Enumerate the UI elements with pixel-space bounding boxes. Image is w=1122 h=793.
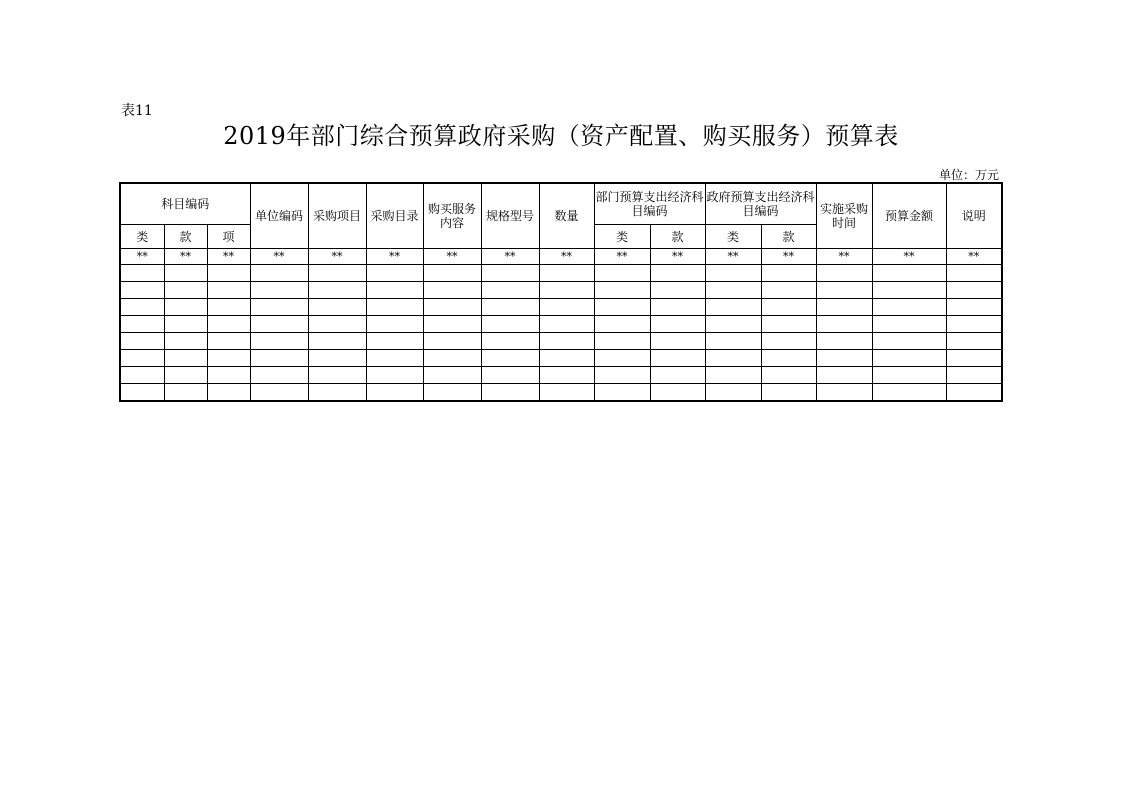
table-cell <box>366 282 423 299</box>
table-cell <box>250 316 308 333</box>
table-cell <box>650 265 705 282</box>
table-cell <box>207 384 250 402</box>
header-gov-kuan: 款 <box>761 225 816 249</box>
table-cell <box>423 299 481 316</box>
table-cell: ** <box>705 249 761 265</box>
table-cell <box>120 350 164 367</box>
table-cell <box>308 350 366 367</box>
table-cell <box>366 350 423 367</box>
table-cell <box>120 333 164 350</box>
table-row <box>120 316 1002 333</box>
header-dept-econ-code: 部门预算支出经济科目编码 <box>594 183 705 225</box>
table-cell <box>705 384 761 402</box>
header-subject-code: 科目编码 <box>120 183 250 225</box>
table-cell <box>308 367 366 384</box>
table-cell <box>164 367 207 384</box>
table-cell <box>423 316 481 333</box>
table-cell <box>594 299 650 316</box>
table-cell <box>481 384 539 402</box>
table-cell: ** <box>120 249 164 265</box>
table-cell <box>308 265 366 282</box>
table-cell <box>594 282 650 299</box>
table-cell <box>946 367 1002 384</box>
table-cell <box>120 367 164 384</box>
header-xiang: 项 <box>207 225 250 249</box>
table-row <box>120 384 1002 402</box>
header-budget-amount: 预算金额 <box>872 183 946 249</box>
table-cell <box>207 316 250 333</box>
table-cell <box>539 316 594 333</box>
table-cell <box>705 265 761 282</box>
table-cell <box>539 299 594 316</box>
table-cell <box>650 316 705 333</box>
table-cell <box>761 333 816 350</box>
table-cell <box>120 282 164 299</box>
table-cell <box>481 333 539 350</box>
table-cell: ** <box>366 249 423 265</box>
header-purchase-time: 实施采购时间 <box>816 183 872 249</box>
table-cell <box>816 265 872 282</box>
table-cell <box>946 299 1002 316</box>
table-cell: ** <box>164 249 207 265</box>
unit-label: 单位：万元 <box>938 168 999 182</box>
table-cell <box>481 316 539 333</box>
table-cell <box>705 299 761 316</box>
table-cell <box>705 333 761 350</box>
table-cell <box>594 316 650 333</box>
table-cell <box>946 333 1002 350</box>
header-service-content: 购买服务内容 <box>423 183 481 249</box>
table-cell <box>946 282 1002 299</box>
budget-table <box>119 182 1003 402</box>
table-cell <box>594 384 650 402</box>
table-cell <box>308 384 366 402</box>
table-cell: ** <box>250 249 308 265</box>
header-unit-code: 单位编码 <box>250 183 308 249</box>
header-gov-class: 类 <box>705 225 761 249</box>
table-cell <box>946 384 1002 402</box>
table-cell <box>705 316 761 333</box>
header-remark: 说明 <box>946 183 1002 249</box>
table-cell <box>207 299 250 316</box>
table-cell <box>761 384 816 402</box>
table-row <box>120 299 1002 316</box>
table-cell <box>539 367 594 384</box>
table-cell <box>872 282 946 299</box>
table-cell <box>650 282 705 299</box>
table-row <box>120 333 1002 350</box>
header-spec-model: 规格型号 <box>481 183 539 249</box>
table-cell <box>423 265 481 282</box>
table-cell <box>120 316 164 333</box>
table-cell <box>207 350 250 367</box>
table-cell <box>594 350 650 367</box>
table-cell <box>481 350 539 367</box>
table-cell <box>207 367 250 384</box>
table-cell <box>250 299 308 316</box>
table-cell <box>366 299 423 316</box>
table-cell <box>946 265 1002 282</box>
table-cell <box>366 384 423 402</box>
table-cell <box>816 350 872 367</box>
table-cell <box>164 299 207 316</box>
table-cell <box>366 367 423 384</box>
table-cell <box>366 265 423 282</box>
table-cell <box>872 350 946 367</box>
header-gov-econ-code: 政府预算支出经济科目编码 <box>705 183 816 225</box>
table-cell <box>207 282 250 299</box>
table-cell <box>705 282 761 299</box>
page-title: 2019年部门综合预算政府采购（资产配置、购买服务）预算表 <box>223 122 899 150</box>
table-cell <box>761 350 816 367</box>
table-cell <box>423 282 481 299</box>
table-cell <box>250 384 308 402</box>
table-cell <box>705 367 761 384</box>
table-cell: ** <box>761 249 816 265</box>
table-cell <box>594 265 650 282</box>
table-row <box>120 282 1002 299</box>
table-cell: ** <box>816 249 872 265</box>
table-cell <box>761 316 816 333</box>
table-cell <box>308 316 366 333</box>
table-cell: ** <box>207 249 250 265</box>
table-cell <box>816 367 872 384</box>
table-cell: ** <box>872 249 946 265</box>
table-cell <box>539 282 594 299</box>
table-cell <box>816 384 872 402</box>
table-cell <box>250 350 308 367</box>
table-cell: ** <box>539 249 594 265</box>
table-cell <box>423 333 481 350</box>
table-cell <box>481 299 539 316</box>
table-cell <box>872 316 946 333</box>
table-cell <box>207 265 250 282</box>
table-cell <box>120 384 164 402</box>
table-cell <box>816 282 872 299</box>
table-row <box>120 350 1002 367</box>
table-cell <box>308 333 366 350</box>
table-cell <box>761 282 816 299</box>
header-purchase-item: 采购项目 <box>308 183 366 249</box>
table-cell <box>650 299 705 316</box>
table-cell: ** <box>594 249 650 265</box>
table-cell <box>423 384 481 402</box>
header-dept-class: 类 <box>594 225 650 249</box>
table-cell: ** <box>423 249 481 265</box>
table-cell <box>250 367 308 384</box>
table-cell <box>164 350 207 367</box>
table-cell <box>539 333 594 350</box>
table-cell <box>539 350 594 367</box>
table-row-placeholder <box>120 249 1002 265</box>
table-cell <box>872 384 946 402</box>
table-cell <box>872 333 946 350</box>
table-cell <box>872 299 946 316</box>
table-number: 表11 <box>121 103 153 119</box>
table-cell <box>120 299 164 316</box>
table-cell <box>164 282 207 299</box>
table-cell <box>481 367 539 384</box>
table-cell <box>207 333 250 350</box>
header-purchase-catalog: 采购目录 <box>366 183 423 249</box>
table-cell <box>761 299 816 316</box>
table-cell <box>650 333 705 350</box>
empty-rows <box>120 265 1002 402</box>
header-quantity: 数量 <box>539 183 594 249</box>
table-cell <box>481 265 539 282</box>
table-cell <box>816 333 872 350</box>
table-cell <box>650 367 705 384</box>
table-cell: ** <box>946 249 1002 265</box>
table-cell <box>761 265 816 282</box>
header-class: 类 <box>120 225 164 249</box>
table-cell <box>946 316 1002 333</box>
table-row <box>120 265 1002 282</box>
table-cell <box>423 367 481 384</box>
table-cell <box>872 367 946 384</box>
table-cell <box>650 350 705 367</box>
table-cell <box>761 367 816 384</box>
table-cell <box>539 265 594 282</box>
table-cell <box>366 316 423 333</box>
table-cell <box>816 316 872 333</box>
table-cell <box>650 384 705 402</box>
table-cell <box>423 350 481 367</box>
table-cell <box>308 299 366 316</box>
table-cell <box>308 282 366 299</box>
table-row <box>120 367 1002 384</box>
table-cell <box>366 333 423 350</box>
table-cell <box>594 333 650 350</box>
table-cell <box>164 316 207 333</box>
table-cell <box>705 350 761 367</box>
table-cell: ** <box>481 249 539 265</box>
table-cell <box>816 299 872 316</box>
table-cell <box>594 367 650 384</box>
table-cell <box>872 265 946 282</box>
table-cell <box>250 265 308 282</box>
table-cell <box>164 265 207 282</box>
table-cell <box>164 384 207 402</box>
table-cell: ** <box>308 249 366 265</box>
table-cell <box>946 350 1002 367</box>
header-dept-kuan: 款 <box>650 225 705 249</box>
table-cell <box>481 282 539 299</box>
table-cell <box>250 333 308 350</box>
header-kuan: 款 <box>164 225 207 249</box>
table-cell <box>164 333 207 350</box>
table-cell <box>120 265 164 282</box>
table-cell <box>539 384 594 402</box>
table-cell: ** <box>650 249 705 265</box>
table-cell <box>250 282 308 299</box>
